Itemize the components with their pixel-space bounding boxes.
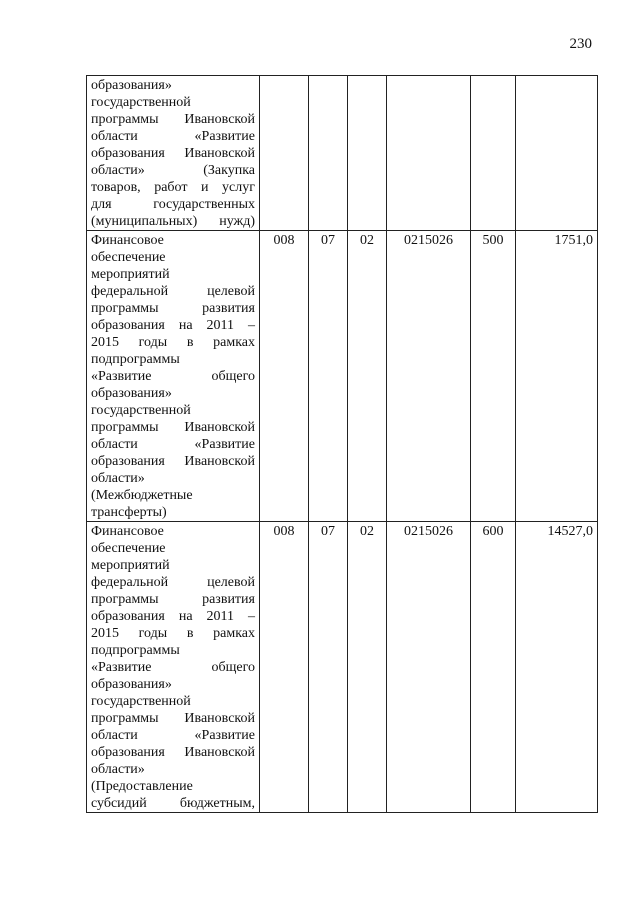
admin-code-cell [260, 76, 309, 231]
description-line: образования» [91, 677, 172, 692]
description-line: субсидий бюджетным, [91, 796, 255, 811]
description-line: образования Ивановской [91, 454, 255, 469]
description-line: «Развитие общего [91, 660, 255, 675]
description-line: Финансовое [91, 233, 164, 248]
expense-type-cell: 500 [471, 231, 516, 522]
expense-type-cell [471, 76, 516, 231]
admin-code-cell: 008 [260, 522, 309, 813]
subsection-code-cell [348, 76, 387, 231]
description-line: мероприятий [91, 558, 170, 573]
description-line: государственной [91, 403, 191, 418]
description-line: образования на 2011 – [91, 318, 255, 333]
target-article-cell [387, 76, 471, 231]
description-line: подпрограммы [91, 352, 180, 367]
target-article-cell: 0215026 [387, 522, 471, 813]
description-line: трансферты) [91, 505, 167, 520]
description-line: образования Ивановской [91, 745, 255, 760]
description-line: подпрограммы [91, 643, 180, 658]
description-cell [87, 231, 260, 522]
page-number: 230 [569, 36, 592, 52]
target-article-cell: 0215026 [387, 231, 471, 522]
table-row [87, 231, 598, 522]
description-line: области «Развитие [91, 129, 255, 144]
description-line: мероприятий [91, 267, 170, 282]
section-code-cell: 07 [309, 522, 348, 813]
description-line: (муниципальных) нужд) [91, 214, 255, 229]
description-cell [87, 76, 260, 231]
section-code-cell: 07 [309, 231, 348, 522]
budget-table [86, 75, 598, 813]
description-line: обеспечение [91, 541, 166, 556]
description-line: программы Ивановской [91, 420, 255, 435]
section-code-cell [309, 76, 348, 231]
description-line: образования» [91, 78, 172, 93]
description-line: для государственных [91, 197, 255, 212]
description-line: программы развития [91, 301, 255, 316]
sum-cell: 1751,0 [516, 231, 598, 522]
table-row [87, 522, 598, 813]
admin-code-cell: 008 [260, 231, 309, 522]
description-line: образования на 2011 – [91, 609, 255, 624]
description-line: федеральной целевой [91, 284, 255, 299]
sum-cell: 14527,0 [516, 522, 598, 813]
budget-table-body [87, 76, 598, 813]
description-line: обеспечение [91, 250, 166, 265]
description-line: области «Развитие [91, 728, 255, 743]
subsection-code-cell: 02 [348, 522, 387, 813]
description-line: программы развития [91, 592, 255, 607]
description-line: программы Ивановской [91, 711, 255, 726]
description-line: области» (Закупка [91, 163, 255, 178]
description-cell [87, 522, 260, 813]
description-line: области» [91, 471, 145, 486]
description-line: товаров, работ и услуг [91, 180, 255, 195]
description-line: 2015 годы в рамках [91, 626, 255, 641]
description-line: 2015 годы в рамках [91, 335, 255, 350]
description-line: образования Ивановской [91, 146, 255, 161]
description-line: «Развитие общего [91, 369, 255, 384]
description-line: области «Развитие [91, 437, 255, 452]
description-line: (Межбюджетные [91, 488, 193, 503]
description-line: государственной [91, 694, 191, 709]
description-line: (Предоставление [91, 779, 193, 794]
description-line: области» [91, 762, 145, 777]
subsection-code-cell: 02 [348, 231, 387, 522]
description-line: Финансовое [91, 524, 164, 539]
table-row [87, 76, 598, 231]
sum-cell [516, 76, 598, 231]
description-line: программы Ивановской [91, 112, 255, 127]
description-line: образования» [91, 386, 172, 401]
description-line: государственной [91, 95, 191, 110]
description-line: федеральной целевой [91, 575, 255, 590]
expense-type-cell: 600 [471, 522, 516, 813]
